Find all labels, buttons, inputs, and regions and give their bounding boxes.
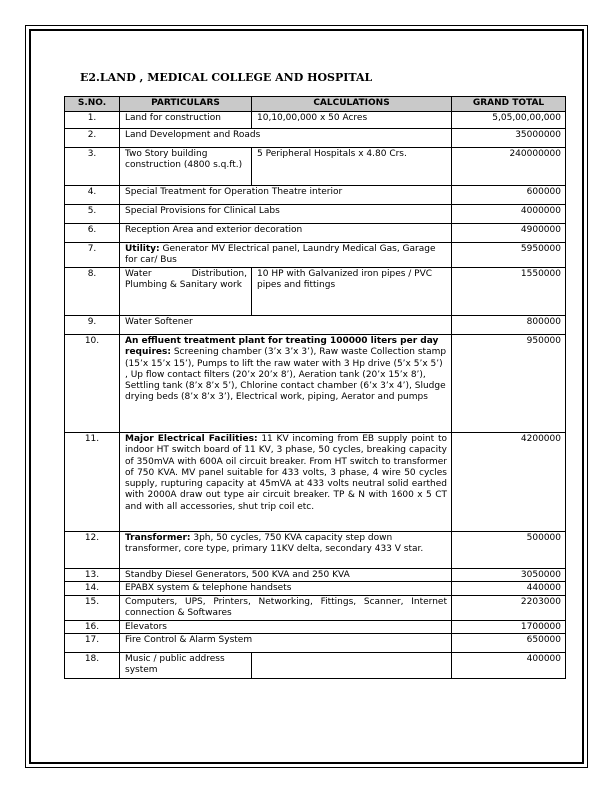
row-heading: An effluent treatment plant for treating 100000 liters per day requires: bbox=[125, 336, 439, 358]
row-particulars: Water Distribution, Plumbing & Sanitary work bbox=[120, 268, 252, 316]
row-particulars: Elevators bbox=[120, 620, 452, 633]
table-row bbox=[65, 569, 566, 582]
row-sno: 9. bbox=[65, 316, 120, 335]
row-particulars: Standby Diesel Generators, 500 KVA and 250 KVA bbox=[120, 569, 452, 582]
row-total: 4200000 bbox=[452, 433, 566, 532]
row-particulars: EPABX system & telephone handsets bbox=[120, 582, 452, 595]
row-particulars bbox=[120, 433, 452, 532]
row-particulars: Computers, UPS, Printers, Networking, Fittings, Scanner, Internet connection & Softwares bbox=[120, 595, 452, 620]
row-particulars: Land Development and Roads bbox=[120, 129, 452, 148]
row-description: Generator MV Electrical panel, Laundry Medical Gas, Garage for car/ Bus bbox=[125, 244, 436, 266]
table-row bbox=[65, 433, 566, 532]
row-calculations: 10,10,00,000 x 50 Acres bbox=[252, 112, 452, 129]
row-total: 1550000 bbox=[452, 268, 566, 316]
row-total: 240000000 bbox=[452, 148, 566, 186]
row-sno: 7. bbox=[65, 243, 120, 268]
row-particulars: Special Provisions for Clinical Labs bbox=[120, 205, 452, 224]
row-description: 3ph, 50 cycles, 750 KVA capacity step down transformer, core type, primary 11KV delta, secondary 433 V star. bbox=[125, 533, 424, 555]
row-total: 4900000 bbox=[452, 224, 566, 243]
table-row bbox=[65, 205, 566, 224]
row-particulars bbox=[120, 532, 452, 569]
table-row bbox=[65, 582, 566, 595]
row-particulars: Reception Area and exterior decoration bbox=[120, 224, 452, 243]
row-particulars: Fire Control & Alarm System bbox=[120, 633, 452, 652]
table-row bbox=[65, 268, 566, 316]
row-sno: 13. bbox=[65, 569, 120, 582]
row-sno: 6. bbox=[65, 224, 120, 243]
row-particulars: Land for construction bbox=[120, 112, 252, 129]
header-grand-total: GRAND TOTAL bbox=[452, 97, 566, 112]
row-total: 5950000 bbox=[452, 243, 566, 268]
header-sno: S.NO. bbox=[65, 97, 120, 112]
row-sno: 16. bbox=[65, 620, 120, 633]
row-calculations bbox=[252, 652, 452, 678]
row-sno: 4. bbox=[65, 186, 120, 205]
row-sno: 1. bbox=[65, 112, 120, 129]
header-particulars: PARTICULARS bbox=[120, 97, 252, 112]
table-row bbox=[65, 335, 566, 433]
row-sno: 17. bbox=[65, 633, 120, 652]
table-row bbox=[65, 224, 566, 243]
row-heading: Transformer: bbox=[125, 533, 191, 543]
row-particulars: Music / public address system bbox=[120, 652, 252, 678]
row-calculations: 10 HP with Galvanized iron pipes / PVC pipes and fittings bbox=[252, 268, 452, 316]
row-total: 500000 bbox=[452, 532, 566, 569]
row-particulars bbox=[120, 335, 452, 433]
row-sno: 12. bbox=[65, 532, 120, 569]
document-title: E2.LAND , MEDICAL COLLEGE AND HOSPITAL bbox=[80, 71, 373, 84]
row-total: 400000 bbox=[452, 652, 566, 678]
row-total: 1700000 bbox=[452, 620, 566, 633]
table-row bbox=[65, 595, 566, 620]
table-row bbox=[65, 652, 566, 678]
row-sno: 14. bbox=[65, 582, 120, 595]
row-total: 35000000 bbox=[452, 129, 566, 148]
row-particulars bbox=[120, 243, 452, 268]
row-total: 4000000 bbox=[452, 205, 566, 224]
row-calculations: 5 Peripheral Hospitals x 4.80 Crs. bbox=[252, 148, 452, 186]
row-total: 800000 bbox=[452, 316, 566, 335]
table-row bbox=[65, 243, 566, 268]
row-total: 600000 bbox=[452, 186, 566, 205]
table-row bbox=[65, 633, 566, 652]
row-heading: Utility: bbox=[125, 244, 160, 254]
row-particulars: Special Treatment for Operation Theatre interior bbox=[120, 186, 452, 205]
cost-table bbox=[64, 96, 566, 679]
row-sno: 3. bbox=[65, 148, 120, 186]
row-total: 5,05,00,00,000 bbox=[452, 112, 566, 129]
table-row bbox=[65, 620, 566, 633]
table-row bbox=[65, 148, 566, 186]
row-total: 440000 bbox=[452, 582, 566, 595]
table-row bbox=[65, 112, 566, 129]
row-description: 11 KV incoming from EB supply point to indoor HT switch board of 11 KV, 3 phase, 50 cycles, breaking capacity of 350mVA with 600A oil circuit breaker. From HT switch to transformer of 750 KVA. MV panel suitable for 433 volts, 3 phase, 4 wire 50 cycles supply, rupturing capacity at 45mVA at 433 volts neutral solid earthed with 2000A draw out type air circuit breaker. TP & N with 1600 x 5 CT and with all accessories, shut trip coil etc. bbox=[125, 434, 447, 512]
row-sno: 10. bbox=[65, 335, 120, 433]
row-sno: 11. bbox=[65, 433, 120, 532]
row-heading: Major Electrical Facilities: bbox=[125, 434, 258, 444]
row-particulars: Two Story building construction (4800 s.q.ft.) bbox=[120, 148, 252, 186]
table-row bbox=[65, 532, 566, 569]
row-description: Screening chamber (3’x 3’x 3’), Raw waste Collection stamp (15’x 15’x 15’), Pumps to lift the raw water with 3 Hp drive (5’x 5’x 5’) , Up flow contact filters (20’x 20’x 8’), Aeration tank (20’x 15’x 8’), Settling tank (8’x 8’x 5’), Chlorine contact chamber (6’x 3’x 4’), Sludge drying beds (8’x 8’x 3’), Electrical work, piping, Aerator and pumps bbox=[125, 347, 447, 403]
table-row bbox=[65, 316, 566, 335]
table-header-row bbox=[65, 97, 566, 112]
table-row bbox=[65, 129, 566, 148]
row-sno: 5. bbox=[65, 205, 120, 224]
row-particulars: Water Softener bbox=[120, 316, 452, 335]
table-row bbox=[65, 186, 566, 205]
row-total: 2203000 bbox=[452, 595, 566, 620]
row-sno: 15. bbox=[65, 595, 120, 620]
row-sno: 2. bbox=[65, 129, 120, 148]
row-total: 650000 bbox=[452, 633, 566, 652]
row-total: 3050000 bbox=[452, 569, 566, 582]
row-sno: 8. bbox=[65, 268, 120, 316]
row-sno: 18. bbox=[65, 652, 120, 678]
row-total: 950000 bbox=[452, 335, 566, 433]
header-calculations: CALCULATIONS bbox=[252, 97, 452, 112]
